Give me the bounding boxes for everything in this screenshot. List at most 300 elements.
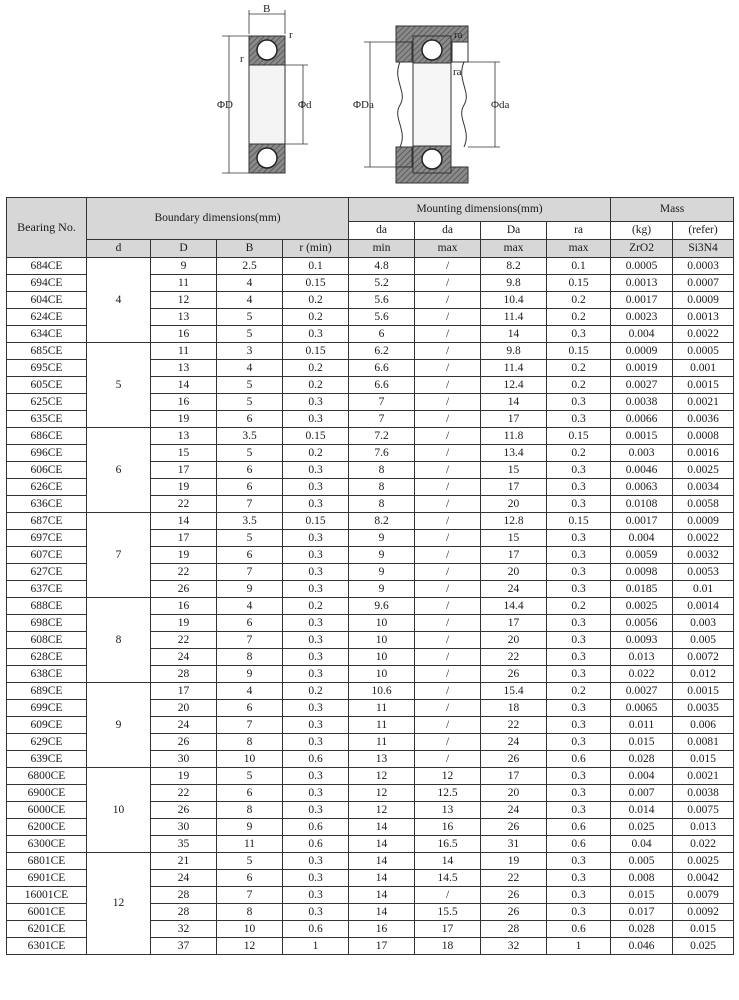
cell-r-min: 0.2 (283, 445, 349, 462)
cell-mass-zro2: 0.0066 (611, 411, 673, 428)
cell-bearing-no: 6901CE (7, 870, 87, 887)
cell-mass-zro2: 0.0013 (611, 275, 673, 292)
cell-mass-zro2: 0.011 (611, 717, 673, 734)
cell-da-max: / (415, 462, 481, 479)
cell-mass-si3n4: 0.0008 (673, 428, 734, 445)
cell-B: 4 (217, 292, 283, 309)
cell-da-max: 16 (415, 819, 481, 836)
cell-da-max: 16.5 (415, 836, 481, 853)
cell-r-min: 0.1 (283, 258, 349, 275)
cell-bearing-no: 609CE (7, 717, 87, 734)
cell-B: 6 (217, 615, 283, 632)
cell-da-min: 5.6 (349, 309, 415, 326)
cell-ra-max: 0.3 (547, 479, 611, 496)
cell-Da-max: 31 (481, 836, 547, 853)
cell-r-min: 0.3 (283, 802, 349, 819)
cell-B: 5 (217, 853, 283, 870)
header-r-min: r (min) (283, 240, 349, 258)
header-da-min: da (349, 222, 415, 240)
cell-mass-zro2: 0.0065 (611, 700, 673, 717)
cell-D: 16 (151, 326, 217, 343)
cell-ra-max: 0.1 (547, 258, 611, 275)
cell-mass-zro2: 0.028 (611, 751, 673, 768)
cell-mass-zro2: 0.028 (611, 921, 673, 938)
cell-Da-max: 9.8 (481, 343, 547, 360)
cell-mass-si3n4: 0.0005 (673, 343, 734, 360)
cell-da-max: / (415, 683, 481, 700)
cell-ra-max: 0.3 (547, 717, 611, 734)
table-row (7, 683, 734, 700)
cell-da-max: / (415, 887, 481, 904)
cell-mass-zro2: 0.0005 (611, 258, 673, 275)
cell-mass-zro2: 0.0056 (611, 615, 673, 632)
cell-mass-zro2: 0.022 (611, 666, 673, 683)
cell-da-max: 13 (415, 802, 481, 819)
cell-B: 5 (217, 309, 283, 326)
cell-D: 30 (151, 819, 217, 836)
cell-da-min: 7.6 (349, 445, 415, 462)
cell-da-min: 6.2 (349, 343, 415, 360)
cell-ra-max: 0.3 (547, 666, 611, 683)
cell-ra-max: 0.6 (547, 751, 611, 768)
cell-D: 37 (151, 938, 217, 955)
cell-r-min: 0.3 (283, 615, 349, 632)
cell-ra-max: 0.15 (547, 513, 611, 530)
cell-da-min: 9 (349, 564, 415, 581)
cell-Da-max: 14 (481, 326, 547, 343)
cell-r-min: 1 (283, 938, 349, 955)
cell-da-max: / (415, 275, 481, 292)
cell-mass-zro2: 0.014 (611, 802, 673, 819)
bearing-cross-section-diagram (222, 10, 308, 173)
cell-mass-zro2: 0.004 (611, 530, 673, 547)
cell-B: 7 (217, 632, 283, 649)
header-B: B (217, 240, 283, 258)
cell-D: 19 (151, 479, 217, 496)
cell-mass-si3n4: 0.0003 (673, 258, 734, 275)
cell-Da-max: 20 (481, 496, 547, 513)
cell-d: 5 (87, 343, 151, 428)
cell-mass-si3n4: 0.0009 (673, 513, 734, 530)
cell-da-max: / (415, 309, 481, 326)
cell-r-min: 0.3 (283, 394, 349, 411)
header-refer: (refer) (673, 222, 734, 240)
table-row (7, 258, 734, 275)
cell-Da-max: 20 (481, 785, 547, 802)
cell-Da-max: 20 (481, 632, 547, 649)
cell-D: 22 (151, 785, 217, 802)
cell-Da-max: 22 (481, 649, 547, 666)
cell-B: 8 (217, 649, 283, 666)
cell-Da-max: 15 (481, 462, 547, 479)
dim-label-d: Φd (298, 99, 312, 111)
cell-bearing-no: 625CE (7, 394, 87, 411)
cell-r-min: 0.15 (283, 513, 349, 530)
cell-da-min: 8 (349, 462, 415, 479)
cell-Da-max: 11.4 (481, 360, 547, 377)
cell-mass-si3n4: 0.01 (673, 581, 734, 598)
cell-bearing-no: 686CE (7, 428, 87, 445)
cell-r-min: 0.15 (283, 428, 349, 445)
cell-B: 6 (217, 411, 283, 428)
cell-D: 9 (151, 258, 217, 275)
cell-da-max: / (415, 700, 481, 717)
cell-bearing-no: 694CE (7, 275, 87, 292)
cell-r-min: 0.3 (283, 904, 349, 921)
cell-r-min: 0.3 (283, 496, 349, 513)
cell-Da-max: 28 (481, 921, 547, 938)
cell-bearing-no: 6800CE (7, 768, 87, 785)
cell-B: 4 (217, 598, 283, 615)
cell-bearing-no: 6900CE (7, 785, 87, 802)
cell-Da-max: 26 (481, 819, 547, 836)
cell-Da-max: 10.4 (481, 292, 547, 309)
cell-d: 12 (87, 853, 151, 955)
cell-D: 24 (151, 717, 217, 734)
bearing-diagrams (0, 0, 739, 196)
cell-D: 11 (151, 343, 217, 360)
cell-da-max: 14 (415, 853, 481, 870)
header-d: d (87, 240, 151, 258)
cell-ra-max: 0.2 (547, 309, 611, 326)
cell-mass-zro2: 0.017 (611, 904, 673, 921)
cell-B: 8 (217, 734, 283, 751)
cell-ra-max: 0.3 (547, 870, 611, 887)
cell-Da-max: 17 (481, 411, 547, 428)
cell-B: 8 (217, 904, 283, 921)
cell-D: 11 (151, 275, 217, 292)
cell-da-max: / (415, 411, 481, 428)
header-si3n4: Si3N4 (673, 240, 734, 258)
cell-bearing-no: 635CE (7, 411, 87, 428)
cell-r-min: 0.2 (283, 683, 349, 700)
cell-B: 9 (217, 581, 283, 598)
cell-mass-si3n4: 0.006 (673, 717, 734, 734)
cell-ra-max: 1 (547, 938, 611, 955)
cell-ra-max: 0.15 (547, 275, 611, 292)
cell-da-min: 11 (349, 734, 415, 751)
cell-r-min: 0.15 (283, 343, 349, 360)
cell-B: 8 (217, 802, 283, 819)
cell-r-min: 0.6 (283, 751, 349, 768)
cell-ra-max: 0.3 (547, 785, 611, 802)
cell-r-min: 0.2 (283, 598, 349, 615)
cell-ra-max: 0.3 (547, 615, 611, 632)
cell-ra-max: 0.15 (547, 428, 611, 445)
cell-bearing-no: 6201CE (7, 921, 87, 938)
cell-ra-max: 0.3 (547, 326, 611, 343)
cell-mass-si3n4: 0.0034 (673, 479, 734, 496)
cell-Da-max: 22 (481, 870, 547, 887)
cell-mass-si3n4: 0.0081 (673, 734, 734, 751)
cell-Da-max: 26 (481, 887, 547, 904)
cell-D: 13 (151, 309, 217, 326)
cell-D: 32 (151, 921, 217, 938)
cell-bearing-no: 627CE (7, 564, 87, 581)
cell-mass-si3n4: 0.0038 (673, 785, 734, 802)
cell-da-max: 17 (415, 921, 481, 938)
cell-bearing-no: 684CE (7, 258, 87, 275)
cell-da-min: 13 (349, 751, 415, 768)
cell-mass-si3n4: 0.0032 (673, 547, 734, 564)
cell-mass-si3n4: 0.0075 (673, 802, 734, 819)
cell-B: 5 (217, 394, 283, 411)
cell-da-min: 11 (349, 700, 415, 717)
cell-D: 22 (151, 632, 217, 649)
cell-bearing-no: 606CE (7, 462, 87, 479)
cell-D: 19 (151, 615, 217, 632)
cell-bearing-no: 6001CE (7, 904, 87, 921)
cell-B: 6 (217, 547, 283, 564)
cell-mass-si3n4: 0.0025 (673, 853, 734, 870)
dim-label-D: ΦD (217, 99, 233, 111)
cell-da-max: / (415, 496, 481, 513)
cell-da-min: 7 (349, 411, 415, 428)
cell-r-min: 0.15 (283, 275, 349, 292)
cell-da-min: 9 (349, 581, 415, 598)
cell-bearing-no: 637CE (7, 581, 87, 598)
cell-Da-max: 11.8 (481, 428, 547, 445)
cell-mass-si3n4: 0.003 (673, 615, 734, 632)
cell-r-min: 0.3 (283, 887, 349, 904)
cell-D: 26 (151, 734, 217, 751)
cell-mass-zro2: 0.0017 (611, 513, 673, 530)
cell-bearing-no: 685CE (7, 343, 87, 360)
cell-r-min: 0.3 (283, 326, 349, 343)
cell-Da-max: 14.4 (481, 598, 547, 615)
cell-mass-si3n4: 0.022 (673, 836, 734, 853)
cell-mass-zro2: 0.005 (611, 853, 673, 870)
header-boundary-dimensions: Boundary dimensions(mm) (87, 198, 349, 240)
cell-da-min: 6.6 (349, 360, 415, 377)
cell-mass-zro2: 0.025 (611, 819, 673, 836)
cell-da-min: 4.8 (349, 258, 415, 275)
header-zro2: ZrO2 (611, 240, 673, 258)
header-row-top (7, 198, 734, 222)
cell-bearing-no: 699CE (7, 700, 87, 717)
cell-r-min: 0.3 (283, 717, 349, 734)
header-D: D (151, 240, 217, 258)
cell-r-min: 0.2 (283, 360, 349, 377)
cell-bearing-no: 638CE (7, 666, 87, 683)
cell-mass-si3n4: 0.0014 (673, 598, 734, 615)
cell-ra-max: 0.3 (547, 496, 611, 513)
cell-ra-max: 0.3 (547, 411, 611, 428)
cell-Da-max: 9.8 (481, 275, 547, 292)
header-max-2: max (481, 240, 547, 258)
cell-D: 17 (151, 462, 217, 479)
cell-da-max: 15.5 (415, 904, 481, 921)
cell-ra-max: 0.3 (547, 462, 611, 479)
cell-da-min: 14 (349, 819, 415, 836)
cell-B: 4 (217, 683, 283, 700)
cell-D: 16 (151, 598, 217, 615)
cell-mass-zro2: 0.04 (611, 836, 673, 853)
cell-ra-max: 0.3 (547, 887, 611, 904)
cell-da-max: / (415, 258, 481, 275)
cell-Da-max: 14 (481, 394, 547, 411)
cell-mass-si3n4: 0.005 (673, 632, 734, 649)
cell-da-min: 14 (349, 904, 415, 921)
cell-mass-zro2: 0.0009 (611, 343, 673, 360)
cell-B: 2.5 (217, 258, 283, 275)
dim-label-B: B (263, 3, 271, 15)
cell-B: 6 (217, 462, 283, 479)
cell-ra-max: 0.2 (547, 683, 611, 700)
cell-D: 28 (151, 666, 217, 683)
cell-bearing-no: 607CE (7, 547, 87, 564)
cell-r-min: 0.3 (283, 479, 349, 496)
cell-d: 6 (87, 428, 151, 513)
cell-Da-max: 11.4 (481, 309, 547, 326)
cell-d: 8 (87, 598, 151, 683)
dim-label-ra-side: ra (453, 66, 462, 78)
cell-ra-max: 0.6 (547, 819, 611, 836)
dim-label-Da: ΦDa (353, 99, 374, 111)
cell-Da-max: 20 (481, 564, 547, 581)
cell-ra-max: 0.2 (547, 360, 611, 377)
dim-label-ra-top: ra (454, 29, 463, 41)
cell-mass-zro2: 0.0046 (611, 462, 673, 479)
cell-da-min: 12 (349, 802, 415, 819)
cell-da-max: / (415, 479, 481, 496)
cell-ra-max: 0.2 (547, 445, 611, 462)
cell-B: 6 (217, 479, 283, 496)
cell-ra-max: 0.2 (547, 598, 611, 615)
cell-ra-max: 0.3 (547, 802, 611, 819)
cell-D: 19 (151, 768, 217, 785)
cell-B: 9 (217, 666, 283, 683)
cell-mass-si3n4: 0.0035 (673, 700, 734, 717)
cell-da-min: 12 (349, 785, 415, 802)
cell-r-min: 0.2 (283, 309, 349, 326)
cell-D: 15 (151, 445, 217, 462)
cell-mass-si3n4: 0.0058 (673, 496, 734, 513)
cell-da-max: / (415, 326, 481, 343)
cell-r-min: 0.3 (283, 870, 349, 887)
cell-r-min: 0.3 (283, 462, 349, 479)
cell-B: 5 (217, 445, 283, 462)
cell-mass-si3n4: 0.025 (673, 938, 734, 955)
cell-B: 7 (217, 717, 283, 734)
cell-bearing-no: 6000CE (7, 802, 87, 819)
cell-mass-si3n4: 0.0022 (673, 326, 734, 343)
cell-da-min: 10 (349, 632, 415, 649)
cell-mass-si3n4: 0.0022 (673, 530, 734, 547)
table-row (7, 768, 734, 785)
cell-ra-max: 0.3 (547, 581, 611, 598)
cell-da-max: / (415, 513, 481, 530)
cell-D: 14 (151, 377, 217, 394)
cell-da-max: / (415, 445, 481, 462)
cell-da-min: 8 (349, 496, 415, 513)
cell-mass-si3n4: 0.0013 (673, 309, 734, 326)
cell-B: 10 (217, 921, 283, 938)
cell-d: 7 (87, 513, 151, 598)
cell-D: 20 (151, 700, 217, 717)
cell-D: 24 (151, 870, 217, 887)
cell-da-min: 14 (349, 870, 415, 887)
header-max-1: max (415, 240, 481, 258)
cell-da-min: 6 (349, 326, 415, 343)
cell-mass-si3n4: 0.013 (673, 819, 734, 836)
cell-bearing-no: 624CE (7, 309, 87, 326)
cell-B: 3.5 (217, 513, 283, 530)
cell-bearing-no: 634CE (7, 326, 87, 343)
cell-ra-max: 0.3 (547, 768, 611, 785)
cell-ra-max: 0.3 (547, 394, 611, 411)
cell-ra-max: 0.3 (547, 853, 611, 870)
cell-D: 19 (151, 547, 217, 564)
cell-B: 9 (217, 819, 283, 836)
cell-da-max: / (415, 615, 481, 632)
cell-mass-zro2: 0.015 (611, 734, 673, 751)
cell-da-max: / (415, 360, 481, 377)
cell-mass-zro2: 0.008 (611, 870, 673, 887)
cell-mass-zro2: 0.003 (611, 445, 673, 462)
cell-da-max: / (415, 649, 481, 666)
cell-bearing-no: 6801CE (7, 853, 87, 870)
cell-da-max: / (415, 632, 481, 649)
cell-da-min: 9.6 (349, 598, 415, 615)
cell-ra-max: 0.6 (547, 836, 611, 853)
cell-ra-max: 0.3 (547, 904, 611, 921)
cell-mass-si3n4: 0.015 (673, 751, 734, 768)
cell-r-min: 0.2 (283, 377, 349, 394)
cell-da-min: 10.6 (349, 683, 415, 700)
cell-da-max: / (415, 581, 481, 598)
cell-r-min: 0.6 (283, 921, 349, 938)
cell-Da-max: 26 (481, 666, 547, 683)
dim-label-r-top: r (289, 29, 293, 41)
cell-bearing-no: 604CE (7, 292, 87, 309)
cell-ra-max: 0.2 (547, 377, 611, 394)
cell-Da-max: 19 (481, 853, 547, 870)
cell-D: 16 (151, 394, 217, 411)
cell-B: 3.5 (217, 428, 283, 445)
cell-mass-zro2: 0.0023 (611, 309, 673, 326)
cell-bearing-no: 688CE (7, 598, 87, 615)
cell-mass-si3n4: 0.0007 (673, 275, 734, 292)
cell-ra-max: 0.3 (547, 734, 611, 751)
cell-mass-zro2: 0.046 (611, 938, 673, 955)
cell-mass-zro2: 0.013 (611, 649, 673, 666)
cell-r-min: 0.6 (283, 819, 349, 836)
cell-da-min: 10 (349, 666, 415, 683)
cell-mass-zro2: 0.0025 (611, 598, 673, 615)
cell-mass-si3n4: 0.0025 (673, 462, 734, 479)
cell-B: 5 (217, 326, 283, 343)
cell-mass-zro2: 0.0098 (611, 564, 673, 581)
cell-mass-zro2: 0.004 (611, 326, 673, 343)
table-row (7, 343, 734, 360)
cell-da-max: / (415, 666, 481, 683)
cell-da-min: 10 (349, 615, 415, 632)
cell-mass-zro2: 0.0015 (611, 428, 673, 445)
cell-B: 6 (217, 870, 283, 887)
cell-D: 17 (151, 530, 217, 547)
cell-Da-max: 32 (481, 938, 547, 955)
table-row (7, 513, 734, 530)
cell-ra-max: 0.3 (547, 649, 611, 666)
cell-D: 35 (151, 836, 217, 853)
cell-bearing-no: 6301CE (7, 938, 87, 955)
header-row-bottom (7, 240, 734, 258)
cell-mass-zro2: 0.0027 (611, 683, 673, 700)
cell-da-max: / (415, 428, 481, 445)
cell-mass-zro2: 0.0038 (611, 394, 673, 411)
cell-bearing-no: 629CE (7, 734, 87, 751)
